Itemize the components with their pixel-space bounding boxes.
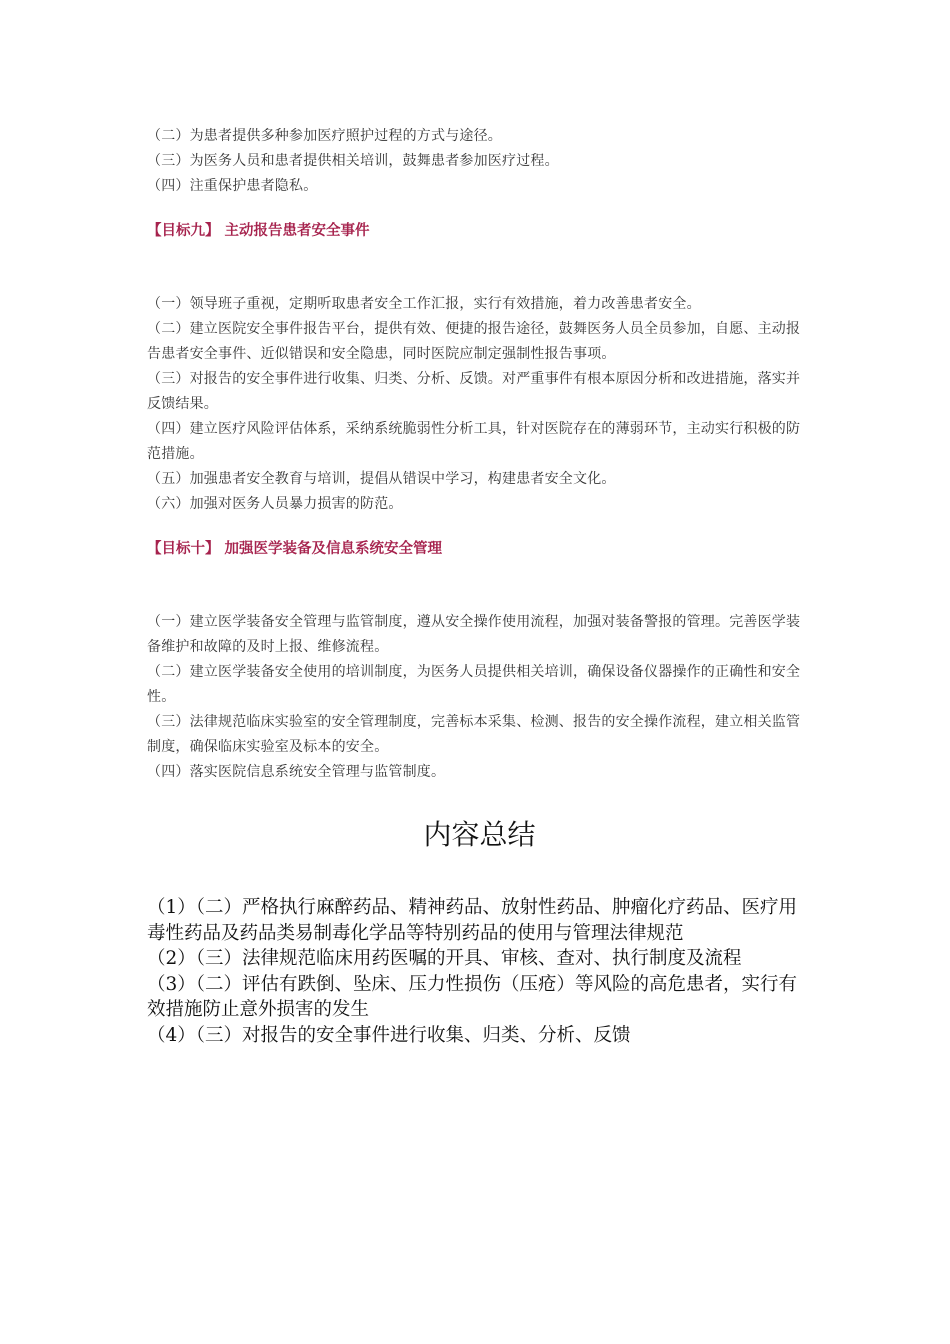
summary-item: （2）（三）法律规范临床用药医嘱的开具、审核、查对、执行制度及流程 [147,948,742,969]
summary-item: （1）（二）严格执行麻醉药品、精神药品、放射性药品、肿瘤化疗药品、医疗用毒性药品及药品类易制毒化学品等特别药品的使用与管理法律规范 [147,897,798,944]
list-item: （二）为患者提供多种参加医疗照护过程的方式与途径。 [147,128,502,144]
list-item: （一）建立医学装备安全管理与监管制度，遵从安全操作使用流程，加强对装备警报的管理。完善医学装备维护和故障的及时上报、维修流程。 [147,614,801,655]
document-body [147,124,812,1048]
list-item: （三）为医务人员和患者提供相关培训，鼓舞患者参加医疗过程。 [147,153,559,169]
list-item: （三）法律规范临床实验室的安全管理制度，完善标本采集、检测、报告的安全操作流程，建立相关监管制度，确保临床实验室及标本的安全。 [147,714,801,755]
list-item: （一）领导班子重视，定期听取患者安全工作汇报，实行有效措施，着力改善患者安全。 [147,296,701,312]
list-item: （二）建立医院安全事件报告平台，提供有效、便捷的报告途径，鼓舞医务人员全员参加，自愿、主动报告患者安全事件、近似错误和安全隐患，同时医院应制定强制性报告事项。 [147,321,801,362]
top-list [147,124,812,199]
summary-item: （4）（三）对报告的安全事件进行收集、归类、分析、反馈 [147,1024,631,1046]
summary-item: （3）（二）评估有跌倒、坠床、压力性损伤（压疮）等风险的高危患者，实行有效措施防止意外损害的发生 [147,973,798,1020]
goal9-heading: 【目标九】 主动报告患者安全事件 [147,223,370,239]
list-item: （四）落实医院信息系统安全管理与监管制度。 [147,764,446,780]
list-item: （五）加强患者安全教育与培训，提倡从错误中学习，构建患者安全文化。 [147,471,616,487]
list-item: （四）注重保护患者隐私。 [147,178,318,194]
list-item: （二）建立医学装备安全使用的培训制度，为医务人员提供相关培训，确保设备仪器操作的正确性和安全性。 [147,664,801,705]
summary-list [147,895,812,1048]
goal10-list [147,610,812,785]
list-item: （四）建立医疗风险评估体系，采纳系统脆弱性分析工具，针对医院存在的薄弱环节，主动实行积极的防范措施。 [147,421,801,462]
list-item: （六）加强对医务人员暴力损害的防范。 [147,496,403,512]
list-item: （三）对报告的安全事件进行收集、归类、分析、反馈。对严重事件有根本原因分析和改进措施，落实并反馈结果。 [147,371,801,412]
goal9-list [147,292,812,517]
summary-title: 内容总结 [423,818,536,851]
goal10-heading: 【目标十】 加强医学装备及信息系统安全管理 [147,541,443,557]
